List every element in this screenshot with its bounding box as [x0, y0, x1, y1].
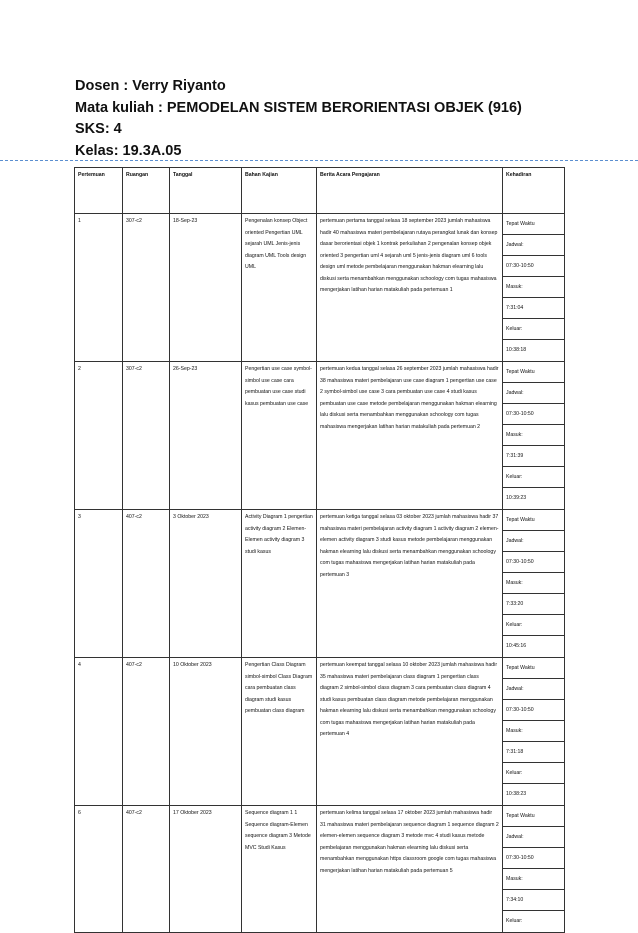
- kehadiran-entry: Tepat Waktu: [503, 510, 564, 531]
- kehadiran-entry: 10:45:16: [506, 643, 527, 649]
- table-row: [75, 362, 565, 510]
- cell-ruangan: 407-c2: [123, 510, 170, 658]
- dosen-label: Dosen : Verry Riyanto: [75, 78, 226, 94]
- kehadiran-entry: Keluar:: [503, 615, 564, 636]
- kehadiran-entry: Masuk:: [503, 721, 564, 742]
- kehadiran-entry: 07:30-10:50: [503, 848, 564, 869]
- header-bahan-kajian: Bahan Kajian: [242, 168, 317, 214]
- cell-berita-acara: pertemuan pertama tanggal selasa 18 september 2023 jumlah mahasiswa hadir 40 mahasiswa materi pembelajaran rutaya perangkat lunak dan konsep dasar berorientasi objek 1 kontrak perkuliahan 2 pengenalan konsep objek oriented 3 pengertian uml 4 sejarah uml 5 jenis-jenis diagram uml 6 tools design uml metode pembelajaran menggunakan hakman elearning lalu diskusi serta menambahkan menggunakan schoology com tugas mahasiswa mengerjakan latihan harian matakuliah pada pertemuan 1: [317, 214, 503, 362]
- table-row: [75, 510, 565, 658]
- header-ruangan: Ruangan: [123, 168, 170, 214]
- kehadiran-entry: 07:30-10:50: [503, 700, 564, 721]
- kehadiran-entry: Jadwal:: [503, 827, 564, 848]
- teaching-log-table: [74, 167, 565, 933]
- kehadiran-entry: 10:39:23: [506, 495, 527, 501]
- cell-berita-acara: pertemuan kelima tanggal selasa 17 oktober 2023 jumlah mahasiswa hadir 31 mahasiswa materi pembelajaran sequence diagram 1 sequence diagram 2 elemen-elemen sequence diagram 3 metode mvc 4 studi kasus metode pembelajaran menggunakan hakman elearning lalu diskusi serta menambahkan menggunakan https classroom google com tugas mahasiswa mengerjakan latihan harian matakuliah pada pertemuan 5: [317, 806, 503, 933]
- cell-bahan-kajian: Sequence diagram 1 1 Sequence diagram-Elemen sequence diagram 3 Metode MVC Studi Kasus: [242, 806, 317, 933]
- table-row: [75, 658, 565, 806]
- table-row: [75, 214, 565, 362]
- cell-tanggal: 3 Oktober 2023: [170, 510, 242, 658]
- cell-pertemuan: 6: [75, 806, 123, 933]
- header-pertemuan: Pertemuan: [75, 168, 123, 214]
- cell-berita-acara: pertemuan ketiga tanggal selasa 03 oktober 2023 jumlah mahasiswa hadir 37 mahasiswa materi pembelajaran activity diagram 1 activity diagram 2 elemen-elemen activity diagram 3 studi kasus metode pembelajaran menggunakan hakman elearning lalu diskusi serta menambahkan menggunakan schoology com tugas mahasiswa mengerjakan latihan harian matakuliah pada pertemuan 3: [317, 510, 503, 658]
- kehadiran-entry: 07:30-10:50: [503, 552, 564, 573]
- cell-pertemuan: 4: [75, 658, 123, 806]
- kehadiran-entry: 7:31:39: [503, 446, 564, 467]
- kehadiran-entry: Masuk:: [503, 573, 564, 594]
- kehadiran-entry: 10:38:23: [506, 791, 527, 797]
- table-header-row: [75, 168, 565, 214]
- kehadiran-entry: Masuk:: [503, 277, 564, 298]
- kehadiran-entry: 07:30-10:50: [503, 404, 564, 425]
- dashed-divider: [0, 160, 638, 161]
- cell-tanggal: 10 Oktober 2023: [170, 658, 242, 806]
- sks-label: SKS: 4: [75, 121, 122, 137]
- kehadiran-entry: Keluar:: [503, 319, 564, 340]
- kehadiran-entry: 7:31:18: [503, 742, 564, 763]
- kehadiran-entry: Tepat Waktu: [503, 658, 564, 679]
- cell-berita-acara: pertemuan keempat tanggal selasa 10 oktober 2023 jumlah mahasiswa hadir 35 mahasiswa materi pembelajaran class diagram 1 pengertian class diagram 2 simbol-simbol class diagram 3 cara pembuatan class diagram 4 studi kasus pembuatan class diagram metode pembelajaran menggunakan hakman elearning lalu diskusi serta menambahkan menggunakan schoology com tugas mahasiswa mengerjakan latihan harian matakuliah pada pertemuan 4: [317, 658, 503, 806]
- cell-bahan-kajian: Pengenalan konsep Object oriented Pengertian UML sejarah UML Jenis-jenis diagram UML Tools design UML: [242, 214, 317, 362]
- cell-kehadiran: [503, 658, 565, 806]
- kehadiran-entry: Tepat Waktu: [503, 214, 564, 235]
- kehadiran-entry: 7:33:20: [503, 594, 564, 615]
- kehadiran-entry: Masuk:: [503, 869, 564, 890]
- cell-ruangan: 407-c2: [123, 658, 170, 806]
- cell-ruangan: 307-c2: [123, 214, 170, 362]
- kehadiran-entry: 7:34:10: [503, 890, 564, 911]
- kehadiran-entry: Jadwal:: [503, 679, 564, 700]
- cell-kehadiran: [503, 214, 565, 362]
- cell-pertemuan: 2: [75, 362, 123, 510]
- header-kehadiran: Kehadiran: [503, 168, 565, 214]
- cell-ruangan: 307-c2: [123, 362, 170, 510]
- kehadiran-entry: 07:30-10:50: [503, 256, 564, 277]
- cell-bahan-kajian: Pengertian use case symbol-simbol use case cara pembuatan use case studi kasus pembuatan use case: [242, 362, 317, 510]
- kehadiran-entry: Keluar:: [503, 763, 564, 784]
- cell-tanggal: 17 Oktober 2023: [170, 806, 242, 933]
- kehadiran-entry: Keluar:: [506, 918, 523, 924]
- kehadiran-entry: Keluar:: [503, 467, 564, 488]
- cell-bahan-kajian: Activity Diagram 1 pengertian activity diagram 2 Elemen-Elemen activity diagram 3 studi kasus: [242, 510, 317, 658]
- kehadiran-entry: Jadwal:: [503, 383, 564, 404]
- kehadiran-entry: Jadwal:: [503, 531, 564, 552]
- kehadiran-entry: Tepat Waktu: [503, 806, 564, 827]
- cell-pertemuan: 3: [75, 510, 123, 658]
- kehadiran-entry: Jadwal:: [503, 235, 564, 256]
- kehadiran-entry: Masuk:: [503, 425, 564, 446]
- mata-kuliah-label: Mata kuliah : PEMODELAN SISTEM BERORIENTASI OBJEK (916): [75, 99, 522, 116]
- cell-tanggal: 26-Sep-23: [170, 362, 242, 510]
- cell-tanggal: 18-Sep-23: [170, 214, 242, 362]
- cell-pertemuan: 1: [75, 214, 123, 362]
- cell-berita-acara: pertemuan kedua tanggal selasa 26 september 2023 jumlah mahasiswa hadir 38 mahasiswa materi pembelajaran use case diagram 1 pengertian use case 2 symbol-simbol use case 3 cara pembuatan use case 4 studi kasus pembuatan use case metode pembelajaran menggunakan hakman elearning lalu diskusi serta menambahkan menggunakan schoology com tugas mahasiswa mengerjakan latihan harian matakuliah pada pertemuan 2: [317, 362, 503, 510]
- cell-kehadiran: [503, 510, 565, 658]
- header-tanggal: Tanggal: [170, 168, 242, 214]
- cell-kehadiran: [503, 362, 565, 510]
- cell-bahan-kajian: Pengertian Class Diagram simbol-simbol Class Diagram cara pembuatan class diagram studi kasus pembuatan class diagram: [242, 658, 317, 806]
- kehadiran-entry: Tepat Waktu: [503, 362, 564, 383]
- kehadiran-entry: 10:38:18: [506, 347, 527, 353]
- kehadiran-entry: 7:31:04: [503, 298, 564, 319]
- header-berita-acara: Berita Acara Pengajaran: [317, 168, 503, 214]
- cell-ruangan: 407-c2: [123, 806, 170, 933]
- document-header: [75, 76, 522, 162]
- kelas-label: Kelas: 19.3A.05: [75, 142, 182, 159]
